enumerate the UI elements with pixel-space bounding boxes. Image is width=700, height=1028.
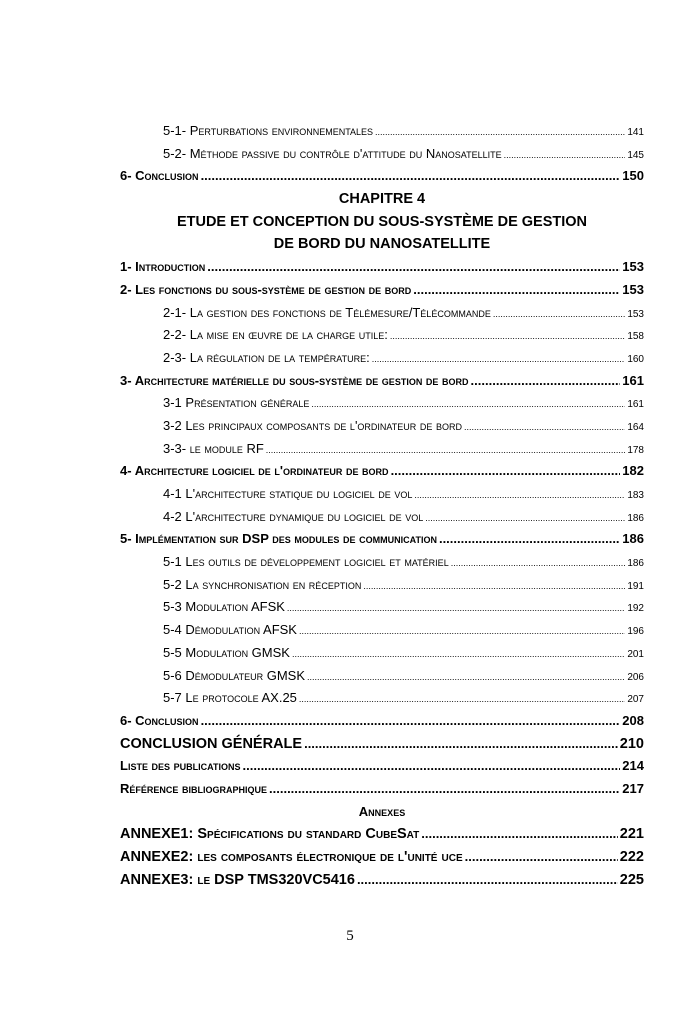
dot-leader xyxy=(299,688,625,711)
toc-entry-title: 2-3- La régulation de la température: xyxy=(163,349,370,365)
toc-subentry xyxy=(120,574,644,597)
dot-leader xyxy=(425,507,625,530)
dot-leader xyxy=(311,393,625,416)
dot-leader xyxy=(372,348,626,371)
toc-entry-title: 5-1 Les outils de développement logiciel et matériel xyxy=(163,554,449,570)
toc-entry-title: ANNEXE1: Spécifications du standard CubeSat xyxy=(120,826,420,843)
toc-entry-page: 145 xyxy=(627,149,644,161)
dot-leader xyxy=(390,325,625,348)
toc-entry-page: 221 xyxy=(619,826,644,843)
toc-entry-title: 3-2 Les principaux composants de l'ordinateur de bord xyxy=(163,417,462,433)
toc-entry-page: 222 xyxy=(619,849,644,865)
toc-entry-page: 196 xyxy=(627,626,644,638)
dot-leader xyxy=(451,552,626,575)
toc-entry-title: 4-2 L'architecture dynamique du logiciel de vol xyxy=(163,508,424,524)
toc-subentry xyxy=(120,687,644,710)
dot-leader xyxy=(304,733,618,756)
dot-leader xyxy=(421,823,618,846)
toc-entry-page: 214 xyxy=(622,758,644,774)
toc-entry-title: 5-5 Modulation GMSK xyxy=(163,644,290,660)
dot-leader xyxy=(465,846,618,869)
toc-entry-page: 153 xyxy=(627,308,644,320)
dot-leader xyxy=(471,370,621,393)
toc-entry xyxy=(120,279,644,302)
toc-entry xyxy=(120,733,644,756)
dot-leader xyxy=(391,460,621,483)
dot-leader xyxy=(363,575,625,598)
toc-entry-title: ANNEXE2: les composants électronique de l'unité uce xyxy=(120,849,463,865)
toc-subentry xyxy=(120,642,644,665)
toc-entry-title: 5-6 Démodulateur GMSK xyxy=(163,667,306,683)
toc-entry-title: Référence bibliographique xyxy=(120,780,268,796)
toc-entry-title: 2-2- La mise en œuvre de la charge utile: xyxy=(163,327,388,343)
toc-entry-page: 207 xyxy=(627,694,644,706)
toc-subentry xyxy=(120,415,644,438)
toc-subentry xyxy=(120,551,644,574)
dot-leader xyxy=(299,620,625,643)
toc-heading: CHAPITRE 4 xyxy=(338,191,426,208)
toc-entry-page: 186 xyxy=(627,558,644,570)
toc-entry-title: 4- Architecture logiciel de l'ordinateur de bord xyxy=(120,463,389,479)
toc-entry-page: 206 xyxy=(627,671,644,683)
toc-entry-page: 153 xyxy=(622,281,644,297)
toc-entry-title: Liste des publications xyxy=(120,758,241,774)
dot-leader xyxy=(207,256,620,279)
page-number: 5 xyxy=(346,928,354,944)
toc-subentry xyxy=(120,596,644,619)
toc-entry-page: 178 xyxy=(627,444,644,456)
dot-leader xyxy=(266,439,626,462)
toc-entry-page: 208 xyxy=(622,712,644,728)
toc-entry-page: 158 xyxy=(627,331,644,343)
toc-entry-page: 183 xyxy=(627,490,644,501)
toc-entry-title: 5-1- Perturbations environnementales xyxy=(163,123,374,138)
toc-subentry xyxy=(120,392,644,415)
dot-leader xyxy=(439,528,620,551)
dot-leader xyxy=(269,778,620,801)
toc-entry-title: 6- Conclusion xyxy=(120,712,199,728)
toc-entry-title: 2- Les fonctions du sous-système de gestion de bord xyxy=(120,281,412,297)
toc-entry xyxy=(120,528,644,551)
toc-entry xyxy=(120,460,644,483)
toc-entry-page: 141 xyxy=(627,127,644,138)
toc-entry xyxy=(120,165,644,188)
toc-subentry xyxy=(120,438,644,461)
toc-entry xyxy=(120,846,644,869)
toc-entry-page: 182 xyxy=(622,463,644,479)
dot-leader xyxy=(357,869,618,892)
toc-entry-title: 1- Introduction xyxy=(120,259,206,275)
toc-entry-page: 153 xyxy=(622,259,644,275)
dot-leader xyxy=(413,279,620,302)
toc-entry-page: 150 xyxy=(622,168,644,184)
toc-entry xyxy=(120,256,644,279)
toc-entry xyxy=(120,778,644,801)
toc-entry-page: 161 xyxy=(622,372,644,388)
toc-entry xyxy=(120,869,644,892)
toc-subentry xyxy=(120,619,644,642)
toc-subentry xyxy=(120,506,644,529)
toc-subentry xyxy=(120,483,644,506)
dot-leader xyxy=(201,710,621,733)
dot-leader xyxy=(414,484,625,507)
toc-subentry xyxy=(120,324,644,347)
toc-entry-title: 5-3 Modulation AFSK xyxy=(163,599,285,615)
dot-leader xyxy=(243,755,621,778)
dot-leader xyxy=(287,597,625,620)
toc-entry-title: 2-1- La gestion des fonctions de Télémesure/Télécommande xyxy=(163,304,491,320)
dot-leader xyxy=(292,643,625,666)
toc-entry-title: 4-1 L'architecture statique du logiciel de vol xyxy=(163,486,413,501)
toc-entry-title: 3- Architecture matérielle du sous-système de gestion de bord xyxy=(120,372,469,388)
dot-leader xyxy=(464,416,625,439)
toc-entry-page: 192 xyxy=(627,603,644,615)
dot-leader xyxy=(493,303,625,326)
toc-entry xyxy=(120,370,644,393)
toc-heading: Annexes xyxy=(358,803,406,819)
toc-heading: ETUDE ET CONCEPTION DU SOUS-SYSTÈME DE GESTION xyxy=(176,213,588,230)
toc-entry-title: 3-1 Présentation générale xyxy=(163,395,310,411)
toc-entry xyxy=(120,823,644,846)
toc-entry-title: 5-2 La synchronisation en réception xyxy=(163,576,362,592)
dot-leader xyxy=(504,144,626,167)
toc-subentry xyxy=(120,143,644,166)
toc-entry-page: 161 xyxy=(627,399,644,411)
toc-heading: DE BORD DU NANOSATELLITE xyxy=(273,236,491,253)
dot-leader xyxy=(375,121,625,144)
toc-subentry xyxy=(120,665,644,688)
toc-subentry xyxy=(120,302,644,325)
toc-subentry xyxy=(120,120,644,143)
dot-leader xyxy=(307,666,625,689)
toc-entry-page: 164 xyxy=(627,421,644,433)
toc-entry-page: 217 xyxy=(622,780,644,796)
toc-entry-title: 5-7 Le protocole AX.25 xyxy=(163,690,297,706)
toc-entry-page: 186 xyxy=(627,512,644,524)
dot-leader xyxy=(201,165,621,188)
toc-entry-page: 186 xyxy=(622,531,644,547)
toc-entry-title: 3-3- le module RF xyxy=(163,440,264,456)
toc-entry-page: 191 xyxy=(627,580,644,592)
toc-entry-title: 6- Conclusion xyxy=(120,168,199,184)
toc-entry-title: 5-2- Méthode passive du contrôle d'attitude du Nanosatellite xyxy=(163,145,502,161)
toc-entry-page: 160 xyxy=(627,353,644,365)
toc-entry-title: ANNEXE3: le DSP TMS320VC5416 xyxy=(120,871,355,888)
toc-entry xyxy=(120,710,644,733)
toc-entry-title: 5- Implémentation sur DSP des modules de communication xyxy=(120,531,437,547)
toc-entry-page: 210 xyxy=(619,735,644,752)
toc-entry-title: CONCLUSION GÉNÉRALE xyxy=(120,735,303,752)
toc-entry xyxy=(120,755,644,778)
table-of-contents xyxy=(120,120,644,891)
toc-subentry xyxy=(120,347,644,370)
toc-entry-page: 201 xyxy=(627,648,644,660)
toc-entry-page: 225 xyxy=(619,871,644,888)
toc-entry-title: 5-4 Démodulation AFSK xyxy=(163,622,297,638)
